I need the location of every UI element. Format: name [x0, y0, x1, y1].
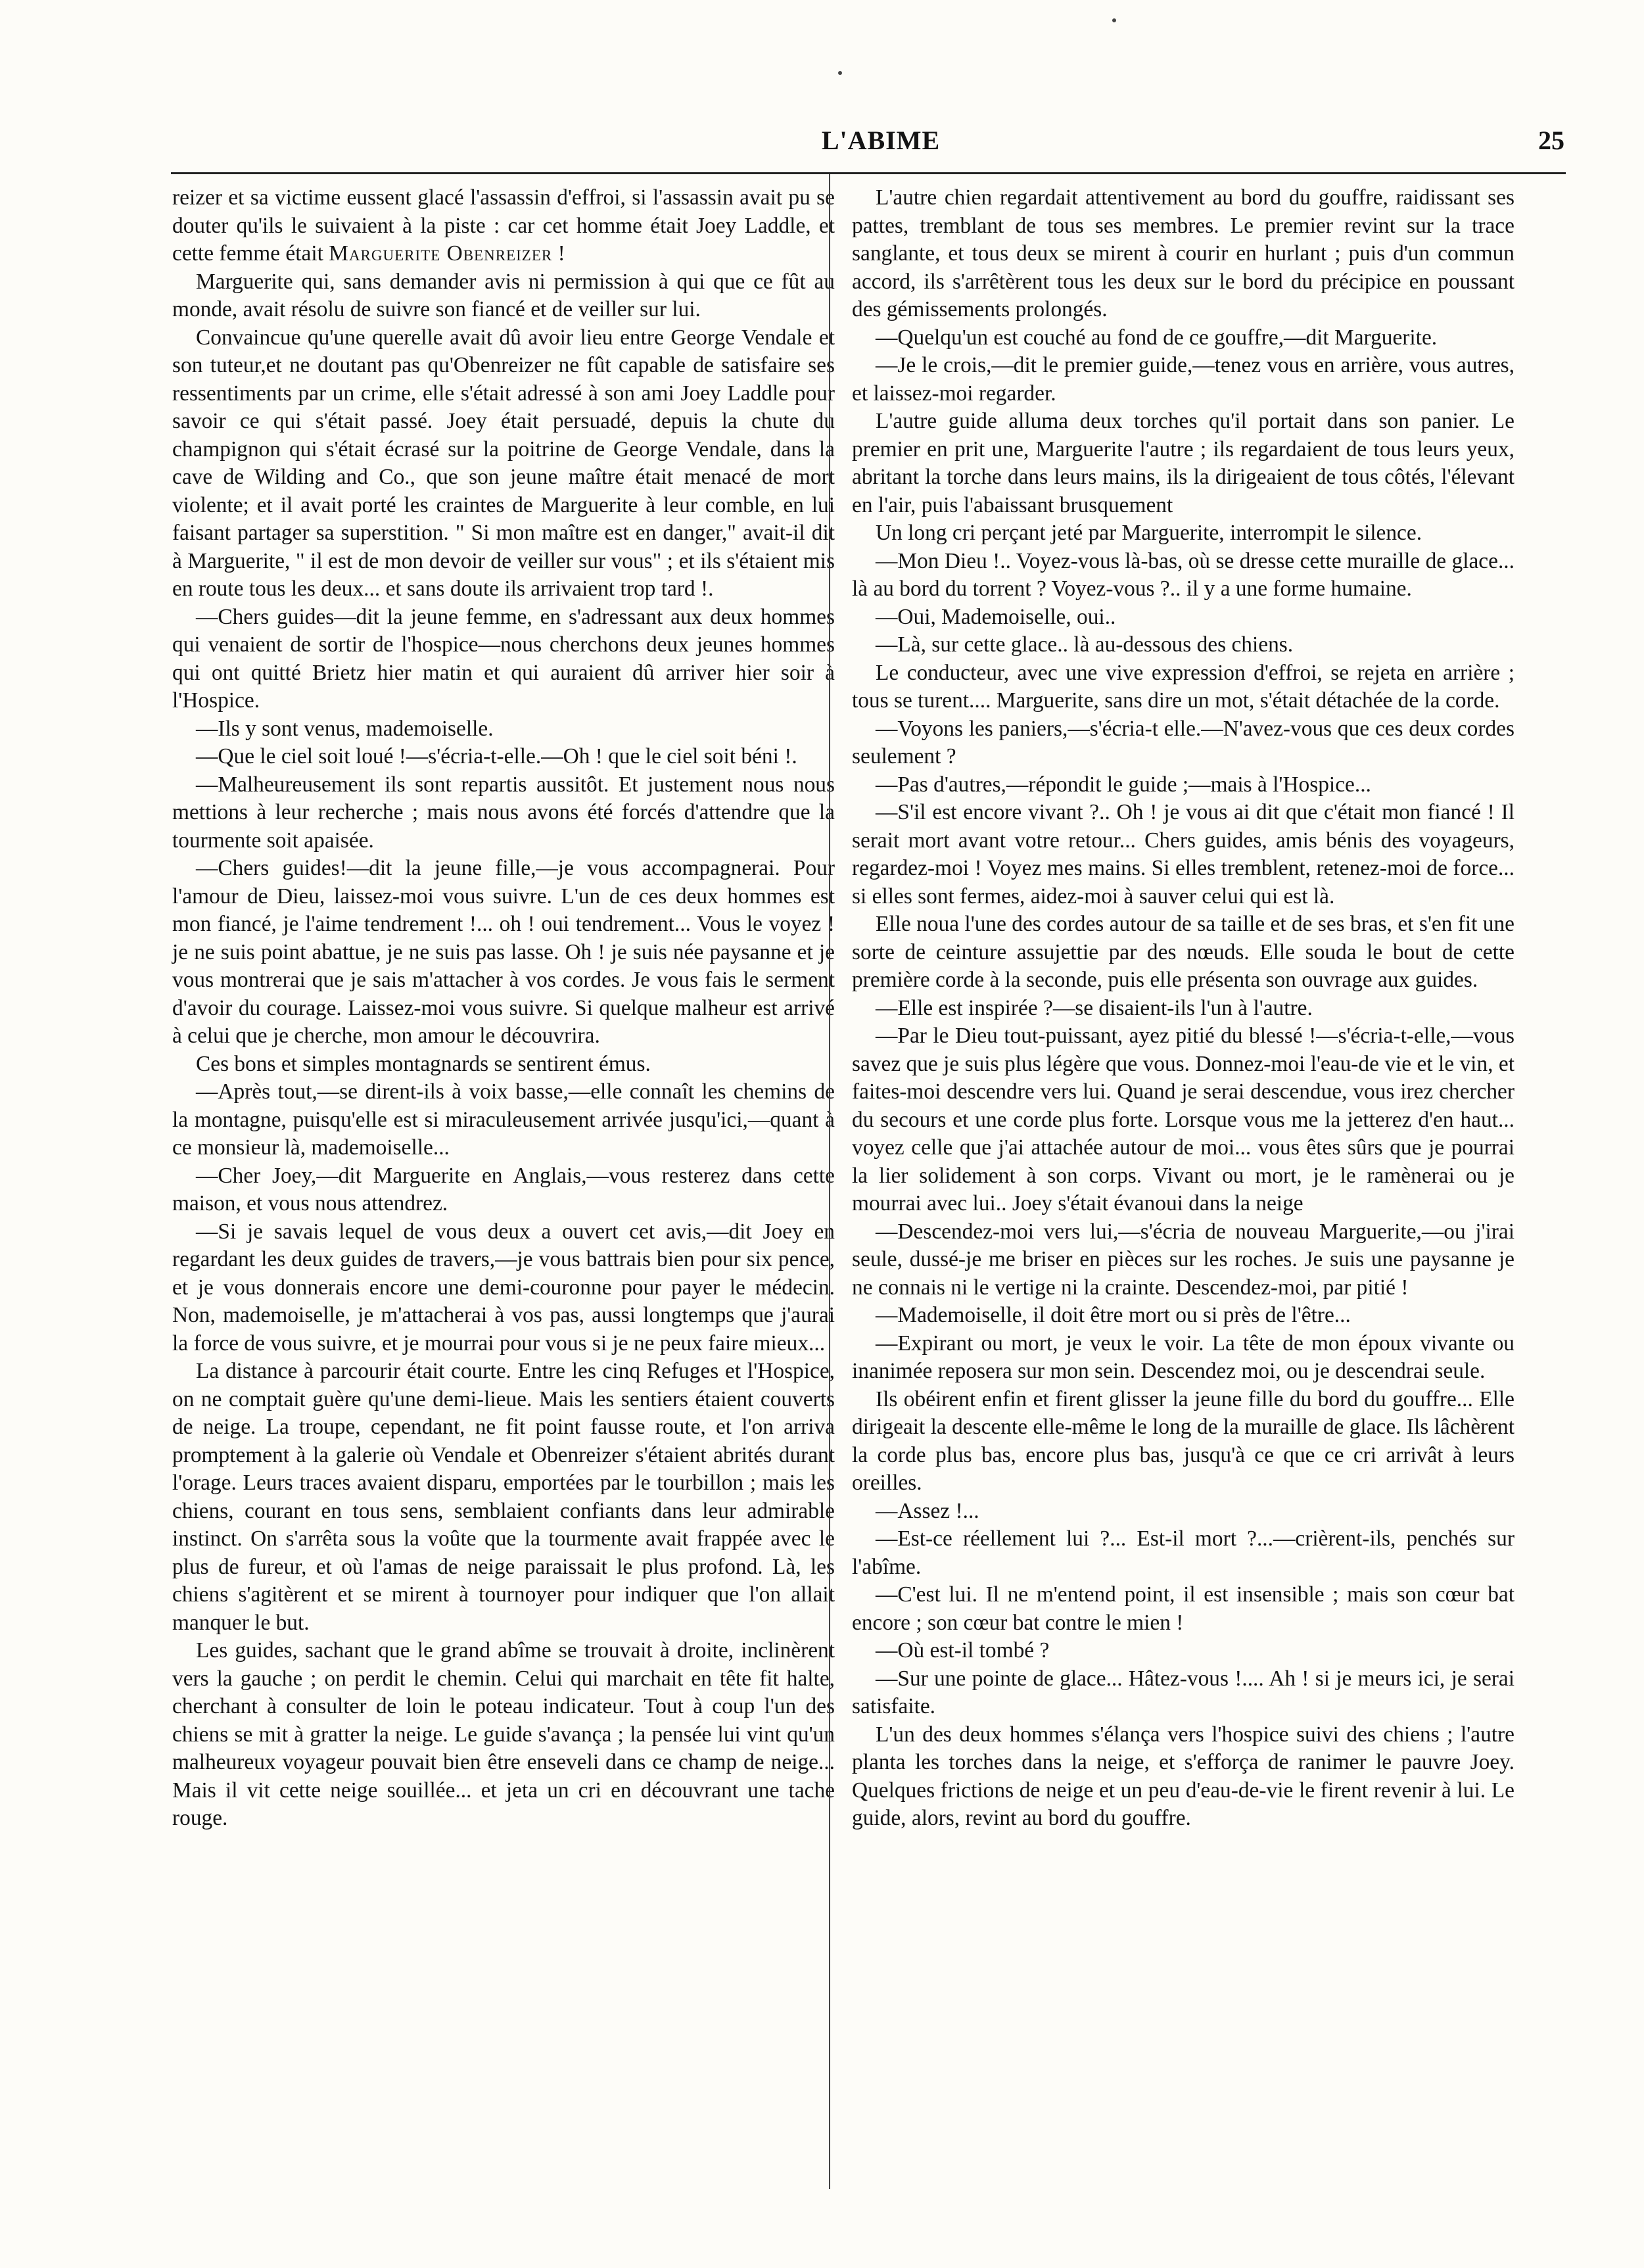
paragraph [172, 1051, 835, 1079]
paragraph [172, 1162, 835, 1218]
paragraph-text: —Voyons les paniers,—s'écria-t elle.—N'avez-vous que ces deux cordes seulement ? [852, 716, 1515, 768]
paragraph [852, 1581, 1515, 1637]
paragraph-text: —Est-ce réellement lui ?... Est-il mort ?...—crièrent-ils, penchés sur l'abîme. [852, 1526, 1515, 1579]
running-title: L'ABIME [821, 126, 941, 155]
paragraph-text: —Où est-il tombé ? [876, 1638, 1050, 1663]
paragraph [852, 910, 1515, 995]
paragraph-text: —Mon Dieu !.. Voyez-vous là-bas, où se dresse cette muraille de glace... là au bord du torrent ? Voyez-vous ?.. il y a une forme humaine. [852, 548, 1515, 601]
paragraph-text: L'autre chien regardait attentivement au bord du gouffre, raidissant ses pattes, tremblant de tous ses membres. Le premier revint sur la trace sanglante, et tous deux se mirent à courir en hurlant ; puis d'un commun accord, ils s'arrêtèrent tous les deux sur le bord du précipice en poussant des gémissements prolongés. [852, 185, 1515, 321]
paragraph [852, 1302, 1515, 1330]
paragraph-text: —Cher Joey,—dit Marguerite en Anglais,—vous resterez dans cette maison, et vous nous attendrez. [172, 1163, 835, 1216]
header-rule [171, 172, 1566, 174]
paragraph-text: reizer et sa victime eussent glacé l'assassin d'effroi, si l'assassin avait pu se douter qu'ils le suivaient à la piste : car cet homme était Joey Laddle, et cette femme était [172, 185, 835, 266]
paragraph-text: —Sur une pointe de glace... Hâtez-vous !.... Ah ! si je meurs ici, je serai satisfaite. [852, 1666, 1515, 1718]
paragraph [852, 799, 1515, 910]
paragraph [852, 1330, 1515, 1386]
paragraph [172, 771, 835, 855]
paragraph-text: —Mademoiselle, il doit être mort ou si près de l'être... [876, 1303, 1351, 1327]
paragraph [852, 1498, 1515, 1526]
paragraph-tail: ! [552, 241, 565, 266]
paragraph-text: —Elle est inspirée ?—se disaient-ils l'un à l'autre. [876, 995, 1313, 1020]
print-speck [1112, 18, 1116, 22]
paragraph-text: —Je le crois,—dit le premier guide,—tenez vous en arrière, vous autres, et laissez-moi regarder. [852, 353, 1515, 406]
paragraph [172, 1637, 835, 1833]
paragraph [172, 1218, 835, 1358]
paragraph-text: Ces bons et simples montagnards se sentirent émus. [196, 1051, 651, 1076]
paragraph [852, 408, 1515, 519]
page-header [197, 125, 1564, 171]
paragraph [172, 855, 835, 1051]
paragraph-text: —Ils y sont venus, mademoiselle. [196, 716, 494, 741]
paragraph-text: —Assez !... [876, 1498, 979, 1523]
paragraph-text: —C'est lui. Il ne m'entend point, il est insensible ; mais son cœur bat encore ; son cœur bat contre le mien ! [852, 1582, 1515, 1635]
column-divider [829, 174, 830, 2189]
paragraph [172, 324, 835, 603]
paragraph [852, 548, 1515, 603]
print-speck [838, 71, 842, 75]
paragraph [852, 324, 1515, 352]
paragraph-text: L'un des deux hommes s'élança vers l'hospice suivi des chiens ; l'autre planta les torches dans la neige, et s'efforça de ranimer le pauvre Joey. Quelques frictions de neige et un peu d'eau-de-vie le firent revenir à lui. Le guide, alors, revint au bord du gouffre. [852, 1722, 1515, 1830]
paragraph-text: Les guides, sachant que le grand abîme se trouvait à droite, inclinèrent vers la gauche ; on perdit le chemin. Celui qui marchait en tête fit halte, cherchant à consulter de loin le poteau indicateur. Tout à coup l'un des chiens se mit à gratter la neige. Le guide s'avança ; la pensée lui vint qu'un malheureux voyageur pouvait bien être enseveli dans ce champ de neige... Mais il vit cette neige souillée... et jeta un cri en découvrant une tache rouge. [172, 1638, 835, 1830]
paragraph [852, 603, 1515, 632]
paragraph [852, 1022, 1515, 1218]
paragraph-text: —Malheureusement ils sont repartis aussitôt. Et justement nous nous mettions à leur recherche ; mais nous avons été forcés d'attendre que la tourmente soit apaisée. [172, 772, 835, 853]
paragraph [172, 184, 835, 268]
paragraph-text: —Quelqu'un est couché au fond de ce gouffre,—dit Marguerite. [876, 325, 1438, 350]
paragraph [852, 1218, 1515, 1302]
paragraph-text: —Pas d'autres,—répondit le guide ;—mais à l'Hospice... [876, 772, 1371, 797]
paragraph [172, 715, 835, 744]
paragraph [172, 743, 835, 771]
paragraph [852, 1637, 1515, 1665]
character-name-smallcaps: Marguerite Obenreizer [329, 241, 553, 266]
right-column [852, 184, 1515, 1833]
paragraph-text: —Là, sur cette glace.. là au-dessous des chiens. [876, 632, 1294, 657]
paragraph-text: La distance à parcourir était courte. Entre les cinq Refuges et l'Hospice, on ne comptait guère qu'une demi-lieue. Mais les sentiers étaient couverts de neige. La troupe, cependant, ne fit point fausse route, et l'on arriva promptement à la galerie où Vendale et Obenreizer s'étaient abrités durant l'orage. Leurs traces avaient disparu, emportées par le tourbillon ; mais les chiens, courant en tous sens, semblaient confiants dans leur admirable instinct. On s'arrêta sous la voûte que la tourmente avait frappée avec le plus de fureur, et où l'amas de neige paraissait le plus profond. Là, les chiens s'agitèrent et se mirent à tournoyer pour indiquer que l'on allait manquer le but. [172, 1359, 835, 1635]
paragraph-text: —Oui, Mademoiselle, oui.. [876, 604, 1116, 629]
paragraph-text: Un long cri perçant jeté par Marguerite, interrompit le silence. [876, 521, 1422, 545]
paragraph [172, 1078, 835, 1162]
paragraph [852, 1525, 1515, 1581]
paragraph [852, 715, 1515, 771]
paragraph-text: Marguerite qui, sans demander avis ni permission à qui que ce fût au monde, avait résolu de suivre son fiancé et de veiller sur lui. [172, 269, 835, 321]
paragraph-text: Convaincue qu'une querelle avait dû avoir lieu entre George Vendale et son tuteur,et ne doutant pas qu'Obenreizer ne fût capable de satisfaire ses ressentiments par un crime, elle s'était adressé à son ami Joey Laddle pour savoir ce qui s'était passé. Joey était persuadé, depuis la chute du champignon qui s'était écrasé sur la poitrine de George Vendale, dans la cave de Wilding and Co., que son jeune maître était menacé de mort violente; et il avait porté les craintes de Marguerite à leur comble, en lui faisant partager sa superstition. " Si mon maître est en danger," avait-il dit à Marguerite, " il est de mon devoir de veiller sur vous" ; et ils s'étaient mis en route tous les deux... et sans doute ils arrivaient trop tard !. [172, 325, 835, 601]
paragraph-text: —Que le ciel soit loué !—s'écria-t-elle.—Oh ! que le ciel soit béni !. [196, 744, 797, 768]
paragraph [852, 1721, 1515, 1833]
paragraph-text: —Par le Dieu tout-puissant, ayez pitié du blessé !—s'écria-t-elle,—vous savez que je suis plus légère que vous. Donnez-moi l'eau-de vie et le vin, et faites-moi descendre vers lui. Quand je serai descendue, vous irez chercher du secours et une corde plus forte. Lorsque vous me la jetterez d'en haut... voyez celle que j'ai attachée autour de moi... vous êtes sûrs que je pourrai la lier solidement à son corps. Vivant ou mort, je le ramènerai ou je mourrai avec lui.. Joey s'était évanoui dans la neige [852, 1024, 1515, 1216]
paragraph-text: —S'il est encore vivant ?.. Oh ! je vous ai dit que c'était mon fiancé ! Il serait mort avant votre retour... Chers guides, amis bénis des voyageurs, regardez-moi ! Voyez mes mains. Si elles tremblent, retenez-moi de force... si elles sont fermes, aidez-moi à sauver celui qui est là. [852, 800, 1515, 909]
paragraph-text: —Chers guides—dit la jeune femme, en s'adressant aux deux hommes qui venaient de sortir de l'hospice—nous cherchons deux jeunes hommes qui ont quitté Brietz hier matin et qui auraient dû arriver hier soir à l'Hospice. [172, 604, 835, 713]
paragraph-text: —Chers guides!—dit la jeune fille,—je vous accompagnerai. Pour l'amour de Dieu, laissez-moi vous suivre. L'un de ces deux hommes est mon fiancé, je l'aime tendrement !... oh ! oui tendrement... Vous le voyez ! je ne suis point abattue, je ne suis pas lasse. Oh ! je suis née paysanne et je vous montrerai que je sais m'attacher à vos cordes. Je vous fais le serment d'avoir du courage. Laissez-moi vous suivre. Si quelque malheur est arrivé à celui que je cherche, mon amour le découvrira. [172, 856, 835, 1048]
paragraph [852, 352, 1515, 408]
paragraph [852, 771, 1515, 799]
paragraph [852, 1665, 1515, 1721]
paragraph-text: —Après tout,—se dirent-ils à voix basse,—elle connaît les chemins de la montagne, puisqu'elle est si miraculeusement arrivée jusqu'ici,—quant à ce monsieur là, mademoiselle... [172, 1079, 835, 1160]
paragraph [172, 603, 835, 715]
paragraph-text: —Si je savais lequel de vous deux a ouvert cet avis,—dit Joey en regardant les deux guides de travers,—je vous battrais bien pour six pence, et je vous donnerais encore une demi-couronne pour payer le médecin. Non, mademoiselle, je m'attacherai à vos pas, aussi longtemps que j'aurai la force de vous suivre, et je mourrai pour vous si je ne peux faire mieux... [172, 1219, 835, 1356]
paragraph-text: L'autre guide alluma deux torches qu'il portait dans son panier. Le premier en prit une, Marguerite l'autre ; ils regardaient de tous leurs yeux, abritant la torche dans leurs mains, ils la dirigeaient de tous côtés, l'élevant en l'air, puis l'abaissant brusquement [852, 409, 1515, 517]
paragraph [852, 184, 1515, 324]
paragraph [852, 659, 1515, 715]
paragraph [852, 631, 1515, 659]
paragraph-text: Le conducteur, avec une vive expression d'effroi, se rejeta en arrière ; tous se turent.... Marguerite, sans dire un mot, s'était détachée de la corde. [852, 660, 1515, 713]
paragraph-text: Elle noua l'une des cordes autour de sa taille et de ses bras, et s'en fit une sorte de ceinture assujettie par des nœuds. Elle souda le bout de cette première corde à la seconde, puis elle présenta son ouvrage aux guides. [852, 912, 1515, 992]
paragraph [172, 1358, 835, 1637]
page-number: 25 [1538, 126, 1564, 155]
paragraph [852, 995, 1515, 1023]
paragraph-text: —Descendez-moi vers lui,—s'écria de nouveau Marguerite,—ou j'irai seule, dussé-je me briser en pièces sur les roches. Je suis une paysanne je ne connais ni le vertige ni la crainte. Descendez-moi, par pitié ! [852, 1219, 1515, 1300]
paragraph-text: —Expirant ou mort, je veux le voir. La tête de mon époux vivante ou inanimée reposera sur mon sein. Descendez moi, ou je descendrai seule. [852, 1331, 1515, 1383]
paragraph [172, 268, 835, 324]
paragraph [852, 519, 1515, 548]
paragraph [852, 1386, 1515, 1498]
paragraph-text: Ils obéirent enfin et firent glisser la jeune fille du bord du gouffre... Elle dirigeait la descente elle-même le long de la muraille de glace. Ils lâchèrent la corde plus bas, encore plus bas, jusqu'à ce que ce cri arrivât à leurs oreilles. [852, 1386, 1515, 1495]
left-column [172, 184, 835, 1833]
